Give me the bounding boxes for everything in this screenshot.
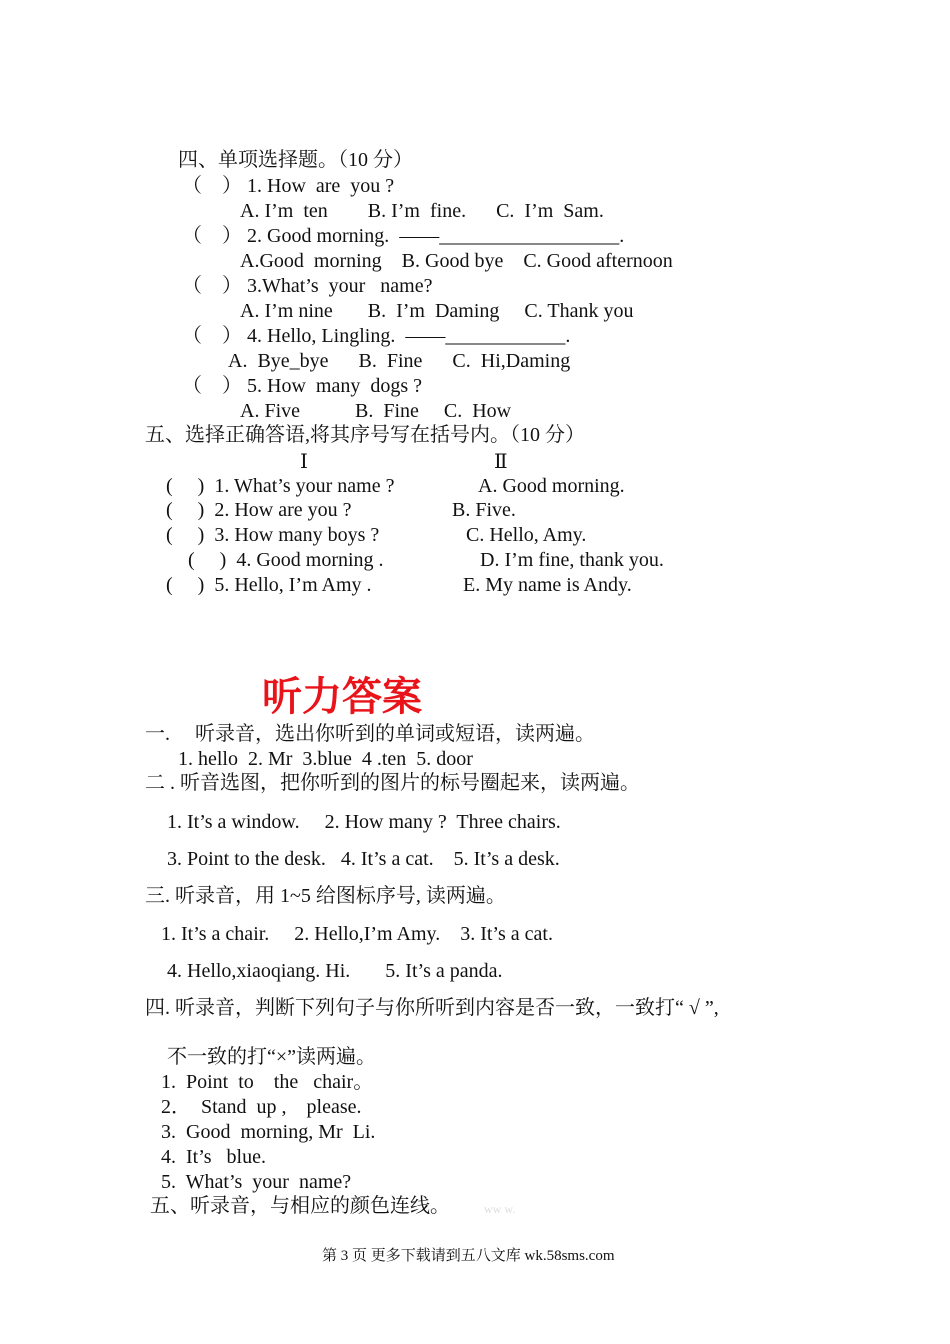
- answer-4-line-3: 3. Good morning, Mr Li.: [161, 1121, 376, 1143]
- page-footer: 第 3 页 更多下载请到五八文库 wk.58sms.com: [322, 1248, 615, 1264]
- s4-question-4: （ ） 4. Hello, Lingling. ——____________.: [182, 325, 571, 347]
- s4-question-5: （ ） 5. How many dogs ?: [182, 375, 422, 397]
- s5-row-5-answer: E. My name is Andy.: [463, 574, 632, 596]
- s5-row-2-answer: B. Five.: [452, 499, 516, 521]
- s4-options-1: A. I’m ten B. I’m fine. C. I’m Sam.: [240, 200, 604, 222]
- s5-row-4-answer: D. I’m fine, thank you.: [480, 549, 664, 571]
- s5-column-2-label: Ⅱ: [494, 451, 508, 473]
- answer-2-heading: 二 . 听音选图，把你听到的图片的标号圈起来，读两遍。: [145, 772, 640, 794]
- answer-1-heading: 一. 听录音，选出你听到的单词或短语，读两遍。: [145, 723, 595, 745]
- s5-row-3-question: ( ) 3. How many boys ?: [166, 524, 380, 546]
- answer-4-line-4: 4. It’s blue.: [161, 1146, 266, 1168]
- answers-title: 听力答案: [262, 674, 422, 720]
- s5-row-1-question: ( ) 1. What’s your name ?: [166, 475, 395, 497]
- answer-2-line-2: 3. Point to the desk. 4. It’s a cat. 5. It’s a desk.: [167, 848, 560, 870]
- answer-3-line-1: 1. It’s a chair. 2. Hello,I’m Amy. 3. It’s a cat.: [161, 923, 553, 945]
- s5-row-1-answer: A. Good morning.: [478, 475, 625, 497]
- s5-row-3-answer: C. Hello, Amy.: [466, 524, 587, 546]
- s5-column-1-label: Ⅰ: [300, 451, 308, 473]
- answer-4-heading-continued: 不一致的打“×”读两遍。: [167, 1046, 377, 1068]
- s5-row-2-question: ( ) 2. How are you ?: [166, 499, 352, 521]
- s4-options-2: A.Good morning B. Good bye C. Good afternoon: [240, 250, 673, 272]
- s4-question-2: （ ） 2. Good morning. ——__________________.: [182, 225, 625, 247]
- s4-options-5: A. Five B. Fine C. How: [240, 400, 512, 422]
- answer-3-heading: 三. 听录音，用 1~5 给图标序号, 读两遍。: [145, 885, 506, 907]
- s4-question-1: （ ） 1. How are you ?: [182, 175, 395, 197]
- answer-3-line-2: 4. Hello,xiaoqiang. Hi. 5. It’s a panda.: [167, 960, 503, 982]
- section5-heading: 五、选择正确答语,将其序号写在括号内。（10 分）: [145, 424, 585, 446]
- s4-options-4: A. Bye_bye B. Fine C. Hi,Daming: [228, 350, 571, 372]
- answer-2-line-1: 1. It’s a window. 2. How many ? Three chairs.: [167, 811, 561, 833]
- answer-1-line: 1. hello 2. Mr 3.blue 4 .ten 5. door: [178, 748, 473, 770]
- s5-row-4-question: ( ) 4. Good morning .: [188, 549, 384, 571]
- answer-4-line-1: 1. Point to the chair。: [161, 1071, 374, 1093]
- s4-question-3: （ ） 3.What’s your name?: [182, 275, 433, 297]
- section4-heading: 四、单项选择题。（10 分）: [178, 149, 413, 171]
- answer-5-heading: 五、听录音，与相应的颜色连线。: [150, 1195, 450, 1217]
- answer-4-line-5: 5. What’s your name?: [161, 1171, 352, 1193]
- watermark-text: ww w.: [484, 1202, 516, 1216]
- s4-options-3: A. I’m nine B. I’m Daming C. Thank you: [240, 300, 634, 322]
- answer-4-line-2: 2． Stand up , please.: [161, 1096, 362, 1118]
- s5-row-5-question: ( ) 5. Hello, I’m Amy .: [166, 574, 372, 596]
- answer-4-heading: 四. 听录音，判断下列句子与你所听到内容是否一致，一致打“ √ ”,: [145, 997, 719, 1019]
